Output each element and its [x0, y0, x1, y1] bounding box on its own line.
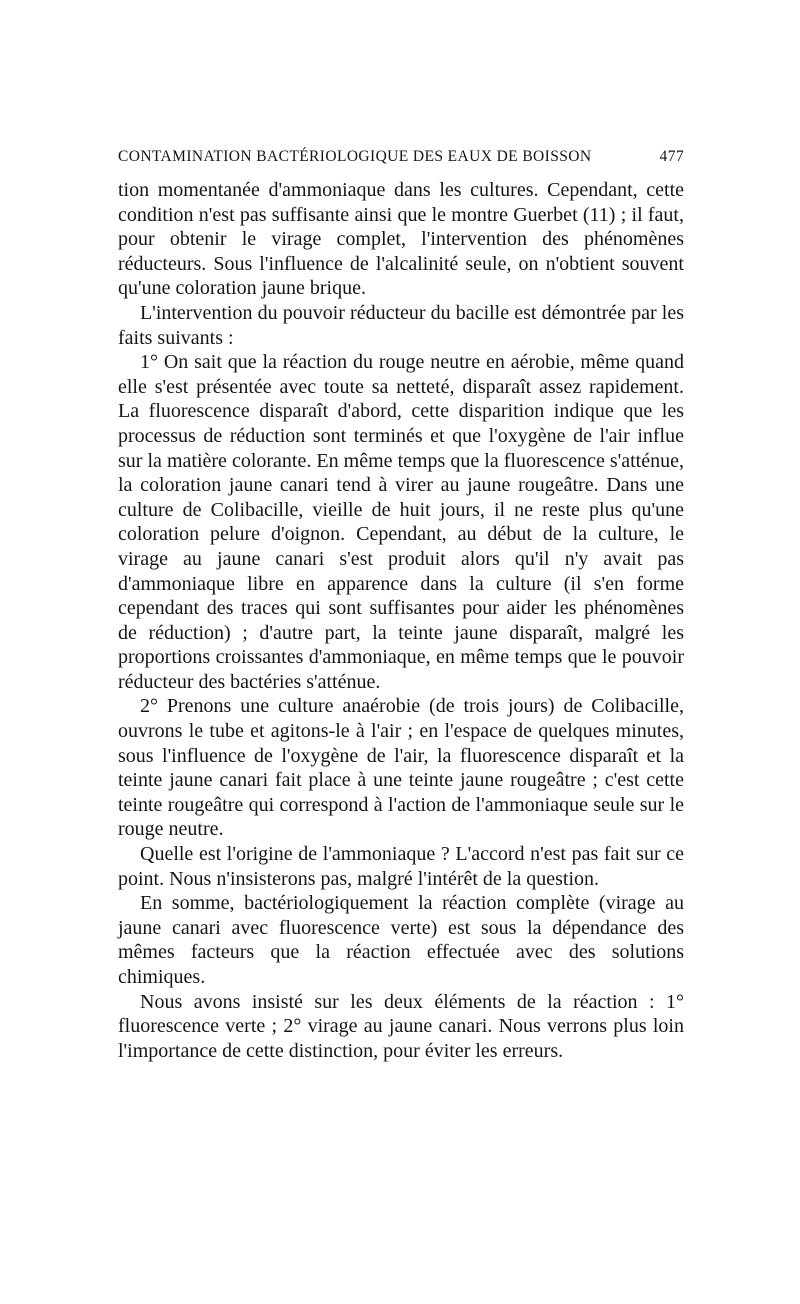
page-number: 477: [659, 148, 684, 165]
paragraph-conclusion: Nous avons insisté sur les deux éléments de la réaction : 1° fluorescence verte ; 2° virage au jaune canari. Nous verrons plus loin l'importance de cette distinction, pour éviter les erreurs.: [118, 990, 684, 1062]
paragraph-summary: En somme, bactériologiquement la réaction complète (virage au jaune canari avec fluorescence verte) est sous la dépendance des mêmes facteurs que la réaction effectuée avec des solutions chimiques.: [118, 892, 684, 988]
running-head: [118, 148, 684, 166]
paragraph-intervention: L'intervention du pouvoir réducteur du bacille est démontrée par les faits suivants :: [118, 301, 684, 349]
running-title: CONTAMINATION BACTÉRIOLOGIQUE DES EAUX DE BOISSON: [118, 148, 592, 165]
paragraph-point-1: 1° On sait que la réaction du rouge neutre en aérobie, même quand elle s'est présentée avec toute sa netteté, disparaît assez rapidement. La fluorescence disparaît d'abord, cette disparition indique que les processus de réduction sont terminés et que l'oxygène de l'air influe sur la matière colorante. En même temps que la fluorescence s'atténue, la coloration jaune canari tend à virer au jaune rougeâtre. Dans une culture de Colibacille, vieille de huit jours, il ne reste plus qu'une coloration pelure d'oignon. Cependant, au début de la culture, le virage au jaune canari s'est produit alors qu'il n'y avait pas d'ammoniaque libre en apparence dans la culture (il s'en forme cependant des traces qui sont suffisantes pour aider les phénomènes de réduction) ; d'autre part, la teinte jaune disparaît, malgré les proportions croissantes d'ammoniaque, en même temps que le pouvoir réducteur des bactéries s'atténue.: [118, 351, 684, 693]
paragraph-ammonia-origin: Quelle est l'origine de l'ammoniaque ? L'accord n'est pas fait sur ce point. Nous n'insisterons pas, malgré l'intérêt de la question.: [118, 843, 684, 890]
body-text: [118, 178, 684, 1063]
paragraph-continuation: tion momentanée d'ammoniaque dans les cultures. Cependant, cette condition n'est pas suffisante ainsi que le montre Guerbet (11) ; il faut, pour obtenir le virage complet, l'intervention des phénomènes réducteurs. Sous l'influence de l'alcalinité seule, on n'obtient souvent qu'une coloration jaune brique.: [118, 179, 684, 300]
paragraph-point-2: 2° Prenons une culture anaérobie (de trois jours) de Colibacille, ouvrons le tube et agitons-le à l'air ; en l'espace de quelques minutes, sous l'influence de l'oxygène de l'air, la fluorescence disparaît et la teinte jaune canari fait place à une teinte jaune rougeâtre ; c'est cette teinte rougeâtre qui correspond à l'action de l'ammoniaque seule sur le rouge neutre.: [118, 695, 684, 841]
book-page: [118, 148, 684, 1063]
